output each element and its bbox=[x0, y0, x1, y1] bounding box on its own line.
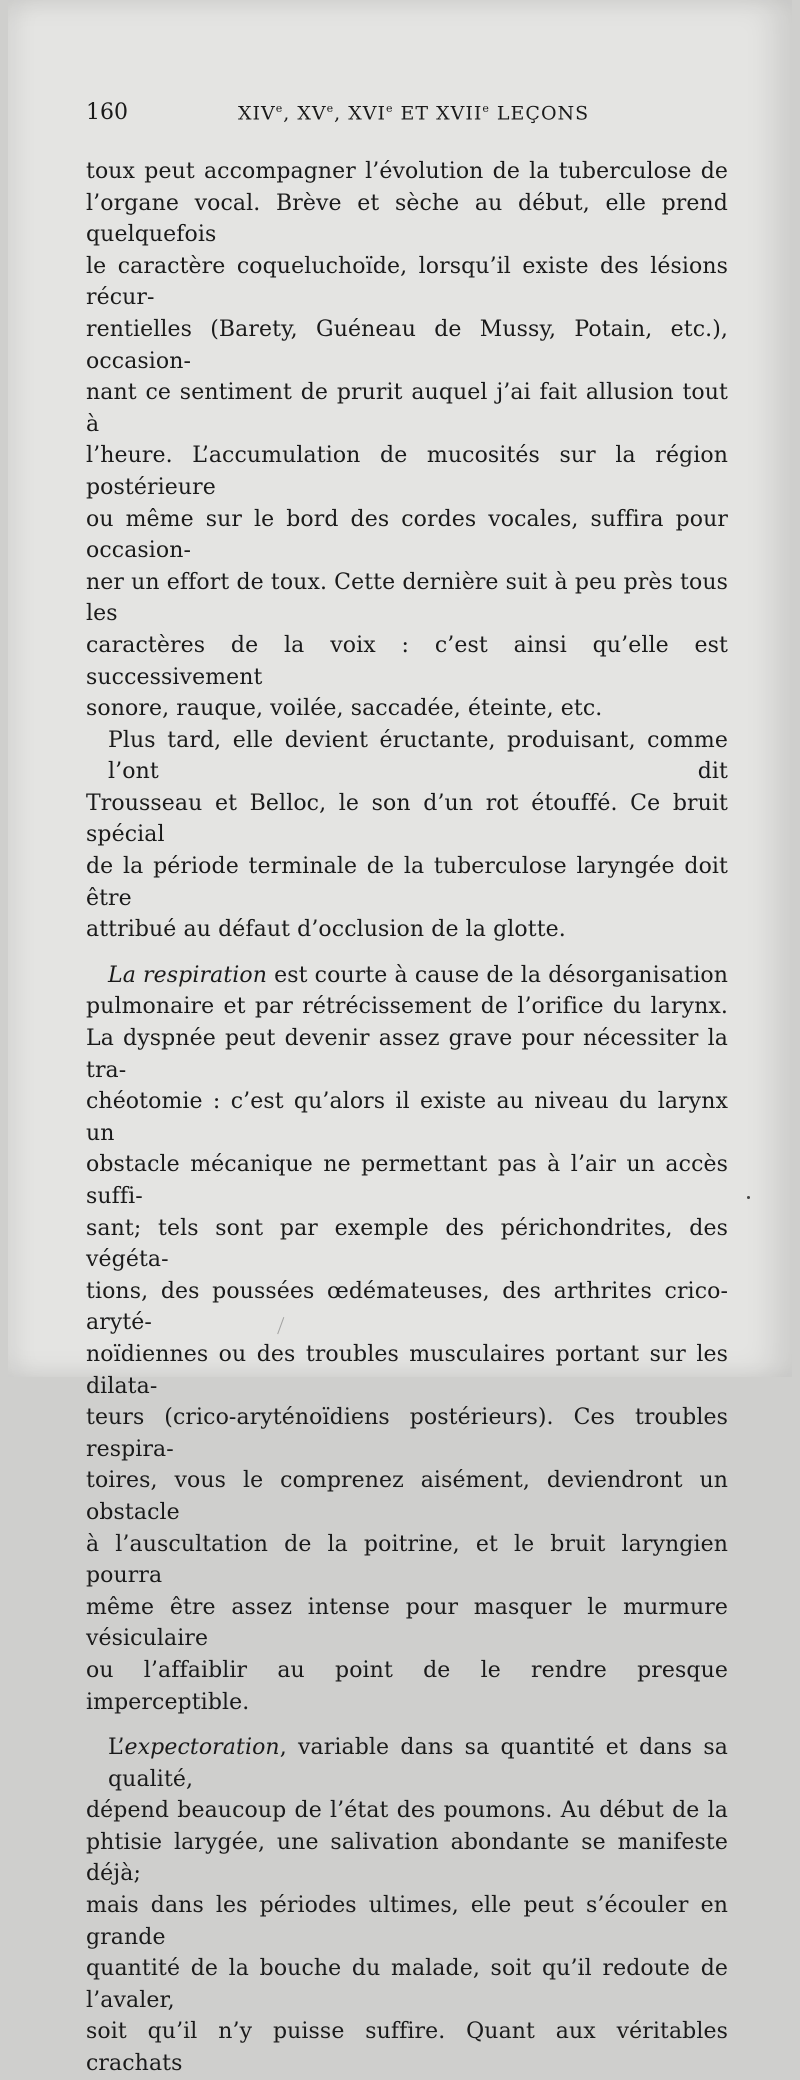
text-line: soit qu’il n’y puisse suffire. Quant aux véritables crachats bbox=[86, 2019, 728, 2077]
text-line: rentielles (Barety, Guéneau de Mussy, Potain, etc.), occasion- bbox=[86, 316, 728, 374]
text-line: ou même sur le bord des cordes vocales, suffira pour occasion- bbox=[86, 506, 728, 564]
paragraph-expectoration bbox=[86, 1732, 728, 2080]
italic-term: La respiration bbox=[108, 962, 268, 988]
text-line: mais dans les périodes ultimes, elle peut s’écouler en grande bbox=[86, 1893, 728, 1950]
text-line: La respiration est courte à cause de la désorganisation bbox=[108, 962, 728, 988]
text-line: sant; tels sont par exemple des périchondrites, des végéta- bbox=[86, 1215, 728, 1273]
text-line: ner un effort de toux. Cette dernière suit à peu près tous les bbox=[86, 569, 728, 627]
text-line: nant ce sentiment de prurit auquel j’ai fait allusion tout à bbox=[86, 380, 728, 437]
paragraph-cough bbox=[86, 156, 728, 725]
text-line: dépend beaucoup de l’état des poumons. Au début de la bbox=[86, 1798, 728, 1824]
text-line: même être assez intense pour masquer le murmure vésiculaire bbox=[86, 1594, 728, 1652]
text-line: quantité de la bouche du malade, soit qu’il redoute de l’avaler, bbox=[86, 1956, 728, 2013]
text-line: toires, vous le comprenez aisément, deviendront un obstacle bbox=[86, 1468, 728, 1525]
paragraph-late-cough bbox=[86, 725, 728, 946]
text-line: phtisie larygée, une salivation abondante se manifeste déjà; bbox=[86, 1829, 728, 1887]
paragraph-gap bbox=[86, 1718, 728, 1732]
text-line: teurs (crico-aryténoïdiens postérieurs). Ces troubles respira- bbox=[86, 1405, 728, 1462]
running-head: XIVe, XVe, XVIe ET XVIIe LEÇONS bbox=[238, 102, 590, 125]
text-line: ou l’affaiblir au point de le rendre presque imperceptible. bbox=[86, 1657, 728, 1715]
page-number: 160 bbox=[86, 100, 128, 125]
text-line: La dyspnée peut devenir assez grave pour nécessiter la tra- bbox=[86, 1026, 728, 1083]
text-line: l’heure. L’accumulation de mucosités sur la région postérieure bbox=[86, 443, 728, 500]
text-line: le caractère coqueluchoïde, lorsqu’il existe des lésions récur- bbox=[86, 253, 728, 311]
italic-term: expectoration bbox=[124, 1735, 280, 1761]
book-page bbox=[8, 0, 792, 2077]
text-line: attribué au défaut d’occlusion de la glotte. bbox=[86, 917, 566, 943]
paragraph-respiration bbox=[86, 960, 728, 1718]
page-body bbox=[86, 156, 728, 2080]
text-line: tions, des poussées œdémateuses, des arthrites crico-aryté- bbox=[86, 1278, 728, 1336]
text-line: L’expectoration, variable dans sa quantité et dans sa qualité, bbox=[108, 1735, 728, 1792]
text-line: obstacle mécanique ne permettant pas à l’air un accès suffi- bbox=[86, 1152, 728, 1209]
text-line: sonore, rauque, voilée, saccadée, éteinte, etc. bbox=[86, 696, 603, 722]
text-line: Trousseau et Belloc, le son d’un rot étouffé. Ce bruit spécial bbox=[86, 790, 728, 848]
ink-speck bbox=[747, 1196, 750, 1199]
text-line: de la période terminale de la tuberculose laryngée doit être bbox=[86, 854, 728, 911]
text-line: Plus tard, elle devient éructante, produisant, comme l’ont dit bbox=[108, 727, 728, 785]
text-line: pulmonaire et par rétrécissement de l’orifice du larynx. bbox=[86, 994, 728, 1020]
text-line: caractères de la voix : c’est ainsi qu’elle est successivement bbox=[86, 632, 728, 690]
text-line: toux peut accompagner l’évolution de la tuberculose de bbox=[86, 159, 728, 184]
text-line: à l’auscultation de la poitrine, et le bruit laryngien pourra bbox=[86, 1531, 728, 1589]
paragraph-gap bbox=[86, 946, 728, 960]
text-line: l’organe vocal. Brève et sèche au début, elle prend quelquefois bbox=[86, 190, 728, 248]
page-header bbox=[86, 100, 732, 130]
text-line: noïdiennes ou des troubles musculaires portant sur les dilata- bbox=[86, 1341, 728, 1399]
text-line: chéotomie : c’est qu’alors il existe au niveau du larynx un bbox=[86, 1089, 728, 1146]
